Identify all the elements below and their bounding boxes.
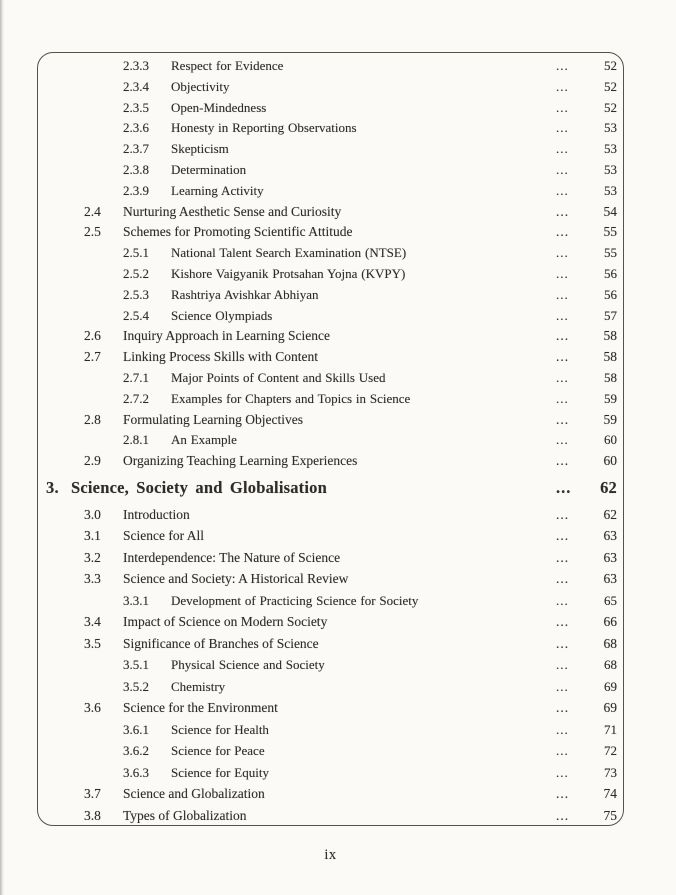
toc-entry-page: 58 bbox=[603, 328, 617, 344]
toc-dot-leader: ... bbox=[556, 678, 569, 694]
toc-row bbox=[38, 611, 623, 633]
toc-row bbox=[38, 222, 623, 243]
toc-entry-title: Linking Process Skills with Content bbox=[123, 349, 319, 365]
toc-entry-title: Science for Health bbox=[171, 721, 269, 737]
toc-entry-title: Inquiry Approach in Learning Science bbox=[123, 328, 330, 344]
toc-row bbox=[38, 118, 623, 139]
toc-dot-leader: ... bbox=[556, 571, 570, 587]
toc-dot-leader: ... bbox=[556, 328, 570, 344]
toc-entry-page: 52 bbox=[604, 58, 617, 73]
toc-entry-title: Science and Globalization bbox=[123, 786, 265, 802]
toc-entry-number: 2.3.4 bbox=[123, 78, 149, 94]
toc-entry-title: Impact of Science on Modern Society bbox=[123, 614, 328, 630]
toc-entry-number: 2.5.1 bbox=[123, 245, 149, 261]
toc-entry-number: 2.3.8 bbox=[123, 161, 149, 177]
toc-entry-page: 69 bbox=[603, 700, 617, 716]
toc-entry-title: Types of Globalization bbox=[123, 807, 247, 823]
toc-entry-title: Open-Mindedness bbox=[171, 99, 267, 115]
toc-row bbox=[38, 719, 623, 741]
toc-row bbox=[38, 783, 623, 805]
toc-row bbox=[38, 525, 623, 547]
toc-entry-title: Determination bbox=[171, 161, 247, 177]
toc-entry-title: Honesty in Reporting Observations bbox=[171, 120, 357, 136]
toc-entry-page: 53 bbox=[604, 120, 617, 136]
toc-entry-number: 2.7 bbox=[84, 349, 101, 365]
toc-dot-leader: ... bbox=[556, 58, 569, 73]
toc-entry-number: 3.6.3 bbox=[123, 764, 149, 780]
toc-row bbox=[38, 805, 623, 827]
toc-entry-page: 58 bbox=[604, 369, 617, 385]
toc-dot-leader: ... bbox=[556, 614, 570, 630]
toc-row bbox=[38, 762, 623, 784]
toc-row bbox=[38, 264, 623, 285]
toc-entry-page: 68 bbox=[604, 657, 617, 673]
toc-entry-page: 59 bbox=[603, 411, 617, 427]
toc-dot-leader: ... bbox=[556, 411, 570, 427]
toc-row bbox=[38, 430, 623, 451]
toc-entry-number: 2.5.3 bbox=[123, 286, 149, 302]
toc-entry-page: 74 bbox=[603, 786, 617, 802]
toc-entry-page: 53 bbox=[604, 182, 617, 198]
toc-row bbox=[38, 654, 623, 676]
toc-row bbox=[38, 98, 623, 119]
toc-entry-number: 2.6 bbox=[84, 328, 101, 344]
toc-entry-page: 75 bbox=[603, 807, 617, 823]
toc-entry-title: Science for the Environment bbox=[123, 700, 278, 716]
toc-entry-number: 3.6.1 bbox=[123, 721, 149, 737]
toc-dot-leader: ... bbox=[556, 99, 569, 115]
toc-dot-leader: ... bbox=[556, 265, 569, 281]
toc-row bbox=[38, 326, 623, 347]
toc-row bbox=[38, 676, 623, 698]
toc-row bbox=[38, 547, 623, 569]
toc-dot-leader: ... bbox=[556, 286, 569, 302]
toc-entry-page: 55 bbox=[603, 224, 617, 240]
toc-row bbox=[38, 451, 623, 472]
toc-dot-leader: ... bbox=[556, 528, 570, 544]
toc-entry-number: 2.7.2 bbox=[123, 390, 149, 406]
toc-dot-leader: ... bbox=[556, 807, 570, 823]
toc-entry-page: 69 bbox=[604, 678, 617, 694]
toc-entry-page: 63 bbox=[603, 528, 617, 544]
toc-entry-number: 3. bbox=[46, 477, 59, 497]
toc-entry-title: Science for Equity bbox=[171, 764, 269, 780]
toc-dot-leader: ... bbox=[556, 224, 570, 240]
toc-dot-leader: ... bbox=[556, 369, 569, 385]
toc-entry-page: 66 bbox=[603, 614, 617, 630]
toc-entry-page: 63 bbox=[603, 571, 617, 587]
toc-entry-title: Schemes for Promoting Scientific Attitude bbox=[123, 224, 353, 240]
toc-dot-leader: ... bbox=[556, 161, 569, 177]
toc-row bbox=[38, 202, 623, 223]
toc-entry-number: 3.2 bbox=[84, 549, 101, 565]
toc-entry-number: 2.5 bbox=[84, 224, 101, 240]
toc-entry-page: 73 bbox=[604, 764, 617, 780]
toc-entry-page: 52 bbox=[604, 78, 617, 94]
toc-row bbox=[38, 740, 623, 762]
toc-entry-title: Science and Society: A Historical Review bbox=[123, 571, 349, 587]
toc-row bbox=[38, 181, 623, 202]
toc-entry-page: 63 bbox=[603, 549, 617, 565]
toc-entry-page: 60 bbox=[603, 453, 617, 469]
toc-entry-number: 3.5.1 bbox=[123, 657, 149, 673]
toc-entry-title: Interdependence: The Nature of Science bbox=[123, 549, 341, 565]
toc-row bbox=[38, 368, 623, 389]
toc-entry-number: 3.8 bbox=[84, 807, 101, 823]
toc-entry-page: 65 bbox=[604, 592, 617, 608]
toc-row bbox=[38, 568, 623, 590]
toc-entry-number: 2.8.1 bbox=[123, 432, 149, 448]
toc-entry-page: 55 bbox=[604, 245, 617, 261]
toc-entry-number: 2.9 bbox=[84, 453, 101, 469]
toc-dot-leader: ... bbox=[556, 182, 569, 198]
toc-entry-title: Development of Practicing Science for Society bbox=[171, 592, 419, 608]
toc-dot-leader: ... bbox=[556, 141, 569, 157]
toc-row bbox=[38, 306, 623, 327]
toc-row bbox=[38, 139, 623, 160]
toc-entry-number: 3.5 bbox=[84, 635, 101, 651]
toc-entry-page: 56 bbox=[604, 265, 617, 281]
toc-entry-title: Organizing Teaching Learning Experiences bbox=[123, 453, 358, 469]
toc-entry-number: 2.4 bbox=[84, 203, 101, 219]
toc-dot-leader: ... bbox=[556, 203, 570, 219]
toc-entry-title: Formulating Learning Objectives bbox=[123, 411, 303, 427]
toc-entry-title: Respect for Evidence bbox=[171, 58, 284, 73]
toc-entry-number: 3.7 bbox=[84, 786, 101, 802]
toc-row bbox=[38, 590, 623, 612]
toc-dot-leader: ... bbox=[556, 307, 569, 323]
toc-entry-title: Science for Peace bbox=[171, 743, 265, 759]
toc-dot-leader: ... bbox=[556, 549, 570, 565]
toc-entry-page: 62 bbox=[603, 506, 617, 522]
toc-entry-title: Examples for Chapters and Topics in Science bbox=[171, 390, 411, 406]
toc-entry-page: 53 bbox=[604, 161, 617, 177]
scan-edge-shadow bbox=[0, 0, 5, 895]
toc-entry-page: 56 bbox=[604, 286, 617, 302]
toc-dot-leader: ... bbox=[556, 349, 570, 365]
toc-dot-leader: ... bbox=[556, 786, 570, 802]
toc-entry-title: Physical Science and Society bbox=[171, 657, 325, 673]
toc-list bbox=[38, 56, 623, 826]
toc-entry-page: 53 bbox=[604, 141, 617, 157]
toc-row bbox=[38, 77, 623, 98]
page-number-footer: ix bbox=[324, 847, 337, 863]
toc-row bbox=[38, 410, 623, 431]
toc-entry-number: 2.3.7 bbox=[123, 141, 149, 157]
toc-entry-number: 2.3.3 bbox=[123, 58, 149, 73]
toc-dot-leader: ... bbox=[556, 477, 572, 497]
toc-entry-number: 2.5.2 bbox=[123, 265, 149, 281]
toc-dot-leader: ... bbox=[556, 700, 570, 716]
toc-entry-title: Learning Activity bbox=[171, 182, 264, 198]
toc-entry-title: Chemistry bbox=[171, 678, 226, 694]
toc-dot-leader: ... bbox=[556, 390, 569, 406]
toc-row bbox=[38, 697, 623, 719]
toc-entry-number: 2.3.5 bbox=[123, 99, 149, 115]
toc-row bbox=[38, 243, 623, 264]
toc-entry-title: Major Points of Content and Skills Used bbox=[171, 369, 386, 385]
toc-entry-number: 3.6.2 bbox=[123, 743, 149, 759]
toc-entry-title: Kishore Vaigyanik Protsahan Yojna (KVPY) bbox=[171, 265, 406, 281]
toc-entry-page: 54 bbox=[603, 203, 617, 219]
toc-entry-title: An Example bbox=[171, 432, 237, 448]
toc-entry-page: 59 bbox=[604, 390, 617, 406]
toc-row bbox=[38, 347, 623, 368]
toc-row bbox=[38, 285, 623, 306]
toc-entry-title: Science for All bbox=[123, 528, 204, 544]
toc-entry-number: 3.1 bbox=[84, 528, 101, 544]
toc-dot-leader: ... bbox=[556, 743, 569, 759]
toc-row bbox=[38, 633, 623, 655]
toc-entry-title: National Talent Search Examination (NTSE) bbox=[171, 245, 407, 261]
toc-row bbox=[38, 160, 623, 181]
toc-entry-title: Nurturing Aesthetic Sense and Curiosity bbox=[123, 203, 342, 219]
toc-entry-page: 68 bbox=[603, 635, 617, 651]
toc-entry-title: Skepticism bbox=[171, 141, 229, 157]
toc-entry-number: 3.4 bbox=[84, 614, 101, 630]
toc-row bbox=[38, 389, 623, 410]
toc-entry-title: Introduction bbox=[123, 506, 190, 522]
toc-entry-number: 3.3.1 bbox=[123, 592, 149, 608]
toc-entry-title: Science Olympiads bbox=[171, 307, 273, 323]
toc-entry-number: 2.5.4 bbox=[123, 307, 149, 323]
toc-entry-number: 3.6 bbox=[84, 700, 101, 716]
toc-entry-page: 62 bbox=[600, 477, 617, 497]
toc-chapter-row bbox=[38, 472, 623, 504]
toc-dot-leader: ... bbox=[556, 432, 569, 448]
toc-entry-title: Objectivity bbox=[171, 78, 230, 94]
toc-entry-number: 2.3.6 bbox=[123, 120, 149, 136]
toc-entry-page: 71 bbox=[604, 721, 617, 737]
toc-dot-leader: ... bbox=[556, 764, 569, 780]
toc-dot-leader: ... bbox=[556, 592, 569, 608]
toc-dot-leader: ... bbox=[556, 721, 569, 737]
toc-entry-page: 58 bbox=[603, 349, 617, 365]
toc-border-frame bbox=[37, 52, 624, 826]
toc-dot-leader: ... bbox=[556, 245, 569, 261]
toc-row bbox=[38, 504, 623, 526]
toc-entry-title: Rashtriya Avishkar Abhiyan bbox=[171, 286, 319, 302]
toc-entry-page: 60 bbox=[604, 432, 617, 448]
toc-entry-number: 3.3 bbox=[84, 571, 101, 587]
toc-row bbox=[38, 56, 623, 77]
toc-entry-title: Significance of Branches of Science bbox=[123, 635, 319, 651]
toc-dot-leader: ... bbox=[556, 635, 570, 651]
toc-entry-number: 2.8 bbox=[84, 411, 101, 427]
toc-dot-leader: ... bbox=[556, 120, 569, 136]
toc-dot-leader: ... bbox=[556, 78, 569, 94]
toc-entry-page: 52 bbox=[604, 99, 617, 115]
toc-dot-leader: ... bbox=[556, 453, 570, 469]
toc-entry-number: 3.0 bbox=[84, 506, 101, 522]
toc-entry-title: Science, Society and Globalisation bbox=[71, 477, 327, 497]
toc-dot-leader: ... bbox=[556, 506, 570, 522]
toc-entry-number: 2.3.9 bbox=[123, 182, 149, 198]
toc-entry-number: 3.5.2 bbox=[123, 678, 149, 694]
toc-entry-page: 72 bbox=[604, 743, 617, 759]
toc-dot-leader: ... bbox=[556, 657, 569, 673]
toc-entry-page: 57 bbox=[604, 307, 617, 323]
toc-entry-number: 2.7.1 bbox=[123, 369, 149, 385]
